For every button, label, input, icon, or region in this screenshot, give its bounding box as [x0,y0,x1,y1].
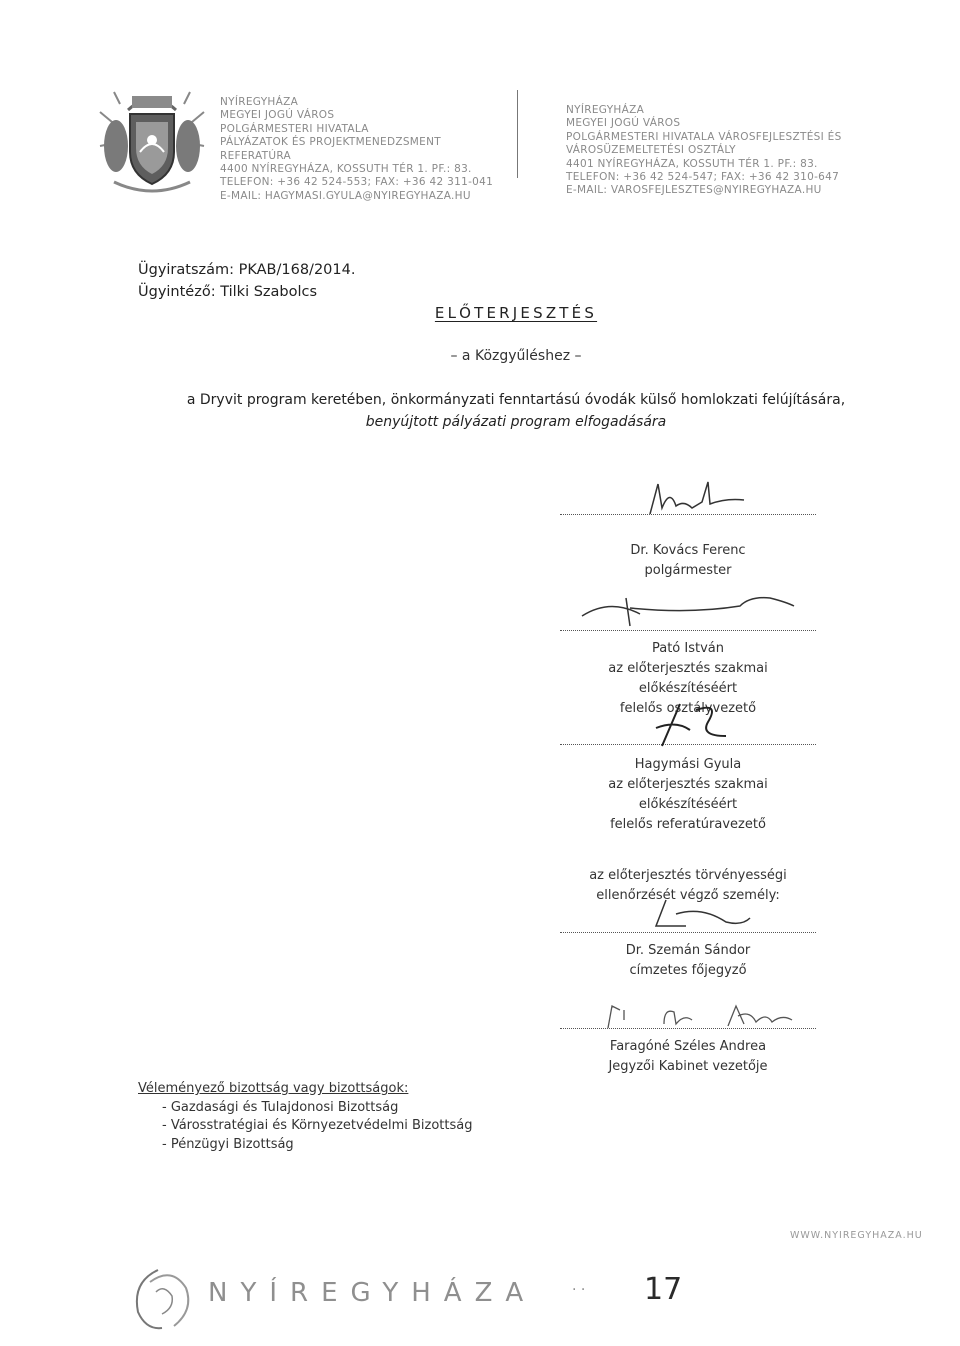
header-right-line: E-MAIL: VAROSFEJLESZTES@NYIREGYHAZA.HU [566,184,822,197]
header-left-line: NYÍREGYHÁZA [220,96,299,108]
header-divider [517,90,518,178]
signatory-role: felelős osztályvezető [619,701,757,716]
footer-logo-icon [128,1262,198,1338]
signatory-name: Dr. Szemán Sándor [625,943,751,958]
header-left-line: MEGYEI JOGÚ VÁROS [220,109,335,122]
handwritten-signature [600,1000,800,1032]
committee-item: - Gazdasági és Tulajdonosi Bizottság [162,1099,399,1115]
signature-line [560,932,816,933]
header-right-line: VÁROSÜZEMELTETÉSI OSZTÁLY [566,144,736,157]
signatory-name: Hagymási Gyula [634,757,742,772]
handwritten-signature [646,896,756,932]
signatory-role: az előterjesztés szakmai előkészítéséért [608,661,768,696]
signatory-role: címzetes főjegyző [629,963,747,978]
header-right-line: POLGÁRMESTERI HIVATALA VÁROSFEJLESZTÉSI ÉS [566,130,842,143]
header-left-line: PÁLYÁZATOK ÉS PROJEKTMENEDZSMENT [220,136,441,149]
legal-review-label: ellenőrzését végző személy: [596,888,780,903]
committee-item: - Pénzügyi Bizottság [162,1136,294,1152]
committee-item: - Városstratégiai és Környezetvédelmi Bizottság [162,1118,473,1134]
header-left-line: TELEFON: +36 42 524-553; FAX: +36 42 311-041 [220,176,494,189]
header-left-line: REFERATÚRA [220,149,291,162]
signature-block-legal-review [560,866,816,981]
footer-dots-decoration: · · [572,1282,586,1298]
handwritten-signature [640,478,750,518]
signatory-role: felelős referatúravezető [610,817,766,832]
signature-block-hagymasi [560,700,816,835]
signature-block-faragone [560,1000,816,1077]
page-number: 17 [644,1272,683,1307]
footer-website: WWW.NYIREGYHAZA.HU [790,1230,923,1241]
committee-list [138,1080,472,1154]
signature-line [560,630,816,631]
signatory-role: az előterjesztés szakmai előkészítéséért [608,777,768,812]
city-coat-of-arms [98,82,206,202]
header-right-address [566,104,842,198]
document-title: ELŐTERJESZTÉS [434,304,598,322]
subject-line-1: a Dryvit program keretében, önkormányzati fenntartású óvodák külső homlokzati felújítására, [186,392,846,408]
signatory-role: Jegyzői Kabinet vezetője [608,1059,768,1074]
signatory-name: Dr. Kovács Ferenc [630,543,746,558]
legal-review-label: az előterjesztés törvényességi [589,868,787,883]
footer-brand: NYÍREGYHÁZA [208,1278,537,1308]
header-left-line: 4400 NYÍREGYHÁZA, KOSSUTH TÉR 1. PF.: 83. [220,163,472,176]
file-number: Ügyiratszám: PKAB/168/2014. [138,262,356,278]
signatory-name: Pató István [651,641,724,656]
handwritten-signature [570,590,800,630]
handwritten-signature [650,700,740,748]
header-right-line: 4401 NYÍREGYHÁZA, KOSSUTH TÉR 1. PF.: 83. [566,157,818,170]
header-left-line: E-MAIL: HAGYMASI.GYULA@NYIREGYHAZA.HU [220,189,471,202]
header-right-line: TELEFON: +36 42 524-547; FAX: +36 42 310-647 [566,171,840,184]
signatory-role: polgármester [644,563,732,578]
case-officer: Ügyintéző: Tilki Szabolcs [138,284,318,300]
header-right-line: MEGYEI JOGÚ VÁROS [566,117,681,130]
header-left-line: POLGÁRMESTERI HIVATALA [220,122,369,135]
signatory-name: Faragóné Széles Andrea [609,1039,767,1054]
committee-heading: Véleményező bizottság vagy bizottságok: [138,1081,409,1096]
document-subtitle: – a Közgyűléshez – [450,348,582,364]
subject-line-2: benyújtott pályázati program elfogadására [365,414,667,430]
header-left-address [220,96,493,203]
signature-block-mayor [560,478,816,581]
header-right-line: NYÍREGYHÁZA [566,104,645,116]
